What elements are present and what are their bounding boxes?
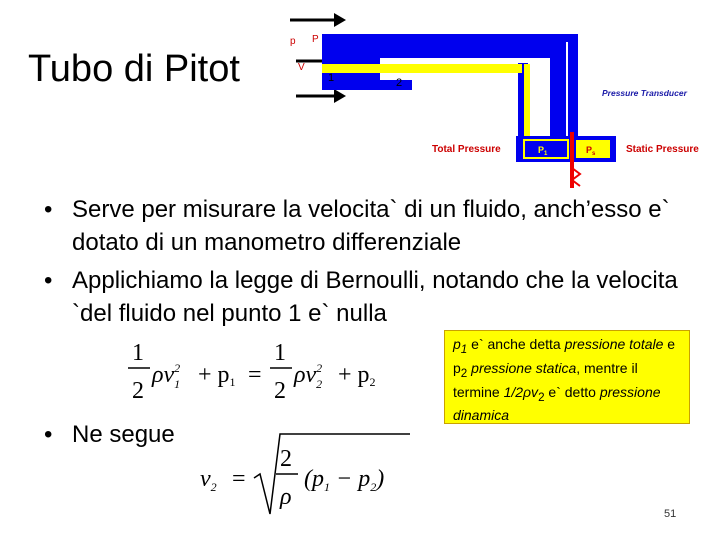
yellow-fluid-line [322,64,522,73]
eq1-denominator-1: 2 [132,378,144,404]
page-number: 51 [664,508,677,520]
velocity-equation [196,428,416,520]
bullet-dot: • [44,267,53,294]
bullet-text: Applichiamo la legge di Bernoulli, notando che la velocita `del fluido nel punto 1 e` nulla [72,267,678,327]
note-text: e` detto [544,383,600,400]
label-P: P [312,34,319,45]
static-pressure-label: Static Pressure [626,144,699,155]
pressure-transducer-label: Pressure Transducer [602,88,687,98]
note-italic: pressione dinamica [453,383,661,424]
eq2-paren-expr: $(p_1 - p_2)$ [304,466,385,494]
note-italic: pressione statica [467,359,577,376]
note-text: e` anche detta [467,336,565,352]
eq2-denominator: ρ [280,484,292,510]
outer-tube-top [322,34,578,42]
bernoulli-equation [126,338,386,408]
eq1-equals: = [248,362,262,388]
pitot-tube-diagram [280,8,715,190]
outer-tube-riser [568,34,578,144]
eq1-numerator-1: 1 [132,340,144,366]
yellow-fluid-riser [524,64,530,140]
note-sub: 2 [460,366,468,380]
note-italic: pressione totale [564,336,664,352]
slide-title: Tubo di Pitot [28,48,240,90]
eq2-lhs: $v_2$ [200,466,217,494]
note-p: p [453,336,461,352]
ps-chamber-label: $P_s$ [586,145,596,157]
eq1-p2: + p2 [338,362,376,389]
eq2-numerator: 2 [280,446,292,472]
point-1-label: 1 [328,72,335,84]
note-italic: 1/2ρv [503,383,539,400]
p1-chamber-label: $P_1$ [538,145,548,157]
label-p: p [290,36,296,47]
bullet-text: Ne segue [72,421,175,448]
bullet-item-2 [44,264,704,330]
note-box [444,330,690,424]
eq1-p1: + p1 [198,362,236,389]
note-text: e p [453,336,676,376]
note-text: , mentre il termine [453,359,638,400]
note-sub: 2 [538,390,545,404]
eq1-denominator-2: 2 [274,378,286,404]
point-2-label: 2 [396,77,403,89]
eq1-numerator-2: 1 [274,340,286,366]
note-sub: 1 [460,342,468,356]
bullet-dot: • [44,196,53,223]
bullet-text: Serve per misurare la velocita` di un fluido, anch’esso e` dotato di un manometro differenziale [72,196,670,256]
eq2-equals: = [232,466,246,492]
bullet-dot: • [44,421,53,448]
bullet-item-1 [44,193,704,259]
total-pressure-label: Total Pressure [432,144,501,155]
label-v: V [298,62,305,73]
eq1-term-1: $\rho v^2$ 1 [152,361,181,391]
eq1-term-2: $\rho v^2$ 2 [294,361,323,391]
